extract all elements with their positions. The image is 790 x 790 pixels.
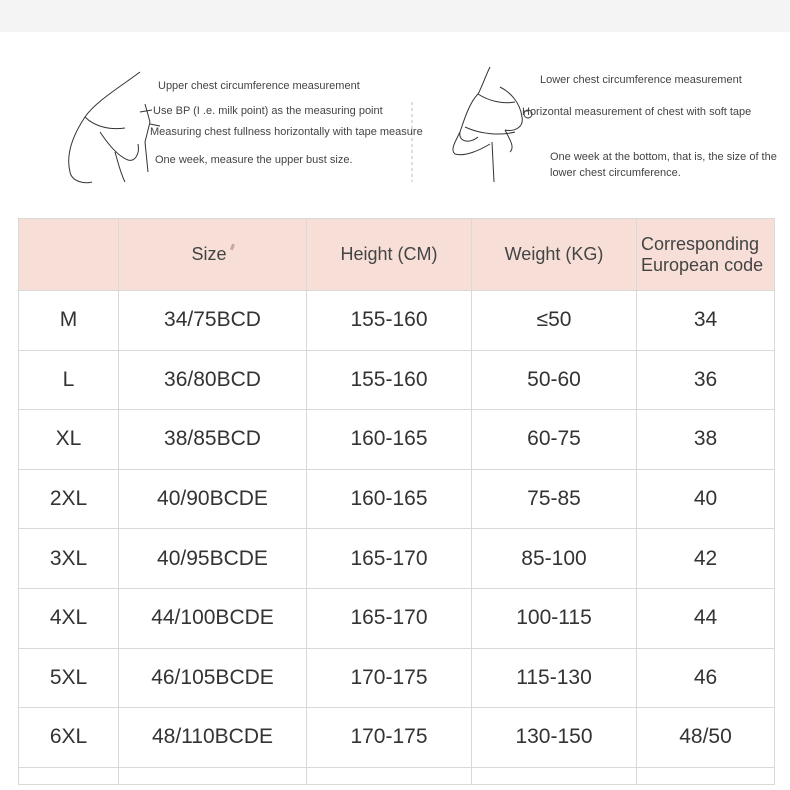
table-row [19, 410, 775, 470]
table-row [19, 648, 775, 708]
cell-size: 36/80BCD [119, 350, 307, 410]
cell-size: 46/105BCDE [119, 648, 307, 708]
cell-label: 6XL [19, 708, 119, 768]
header-size-label: Size [191, 244, 227, 264]
cell-height: 165-170 [307, 588, 472, 648]
header-code-line1: Corresponding [641, 233, 760, 254]
cell-size: 40/90BCDE [119, 469, 307, 529]
cell-code: 46 [637, 648, 775, 708]
cell-label: L [19, 350, 119, 410]
cell-weight: 130-150 [472, 708, 637, 768]
cell-empty [119, 767, 307, 784]
cell-code: 40 [637, 469, 775, 529]
cell-weight: 115-130 [472, 648, 637, 708]
cell-code: 36 [637, 350, 775, 410]
table-row [19, 291, 775, 351]
note-lower-chest: Lower chest circumference measurement [540, 74, 742, 86]
table-row [19, 588, 775, 648]
left-figure-sketch [69, 72, 160, 183]
cell-weight: 50-60 [472, 350, 637, 410]
table-row-blank [19, 767, 775, 784]
cell-size: 38/85BCD [119, 410, 307, 470]
cell-size: 34/75BCD [119, 291, 307, 351]
table-row [19, 469, 775, 529]
cell-code: 34 [637, 291, 775, 351]
cell-label: XL [19, 410, 119, 470]
cell-height: 170-175 [307, 708, 472, 768]
header-european-code [637, 219, 775, 291]
cell-height: 160-165 [307, 469, 472, 529]
header-size [119, 219, 307, 291]
cell-size: 48/110BCDE [119, 708, 307, 768]
cell-empty [472, 767, 637, 784]
cell-label: 5XL [19, 648, 119, 708]
measurement-illustration [0, 32, 790, 207]
note-measuring-fullness: Measuring chest fullness horizontally with tape measure [150, 126, 423, 138]
cell-height: 165-170 [307, 529, 472, 589]
note-use-bp: Use BP (I .e. milk point) as the measuring point [153, 105, 383, 117]
cell-weight: 60-75 [472, 410, 637, 470]
cell-code: 38 [637, 410, 775, 470]
cell-height: 155-160 [307, 291, 472, 351]
table-row [19, 350, 775, 410]
cell-height: 170-175 [307, 648, 472, 708]
decorative-tick-icon [230, 244, 235, 251]
cell-height: 160-165 [307, 410, 472, 470]
cell-code: 44 [637, 588, 775, 648]
note-upper-chest: Upper chest circumference measurement [158, 80, 360, 92]
right-figure-sketch [453, 67, 532, 182]
cell-label: 3XL [19, 529, 119, 589]
cell-label: 4XL [19, 588, 119, 648]
cell-weight: 85-100 [472, 529, 637, 589]
cell-size: 44/100BCDE [119, 588, 307, 648]
table-row [19, 708, 775, 768]
cell-height: 155-160 [307, 350, 472, 410]
note-one-week-upper: One week, measure the upper bust size. [155, 154, 353, 166]
header-blank [19, 219, 119, 291]
table-header-row [19, 219, 775, 291]
cell-empty [307, 767, 472, 784]
header-height: Height (CM) [307, 219, 472, 291]
table-row [19, 529, 775, 589]
header-code-line2: European code [641, 254, 764, 275]
note-one-week-lower: One week at the bottom, that is, the size of the lower chest circumference. [550, 151, 777, 179]
size-chart-table [18, 218, 775, 785]
cell-weight: 75-85 [472, 469, 637, 529]
note-horizontal-soft-tape: Horizontal measurement of chest with soft tape [522, 106, 752, 118]
top-band [0, 0, 790, 32]
cell-empty [19, 767, 119, 784]
header-weight: Weight (KG) [472, 219, 637, 291]
cell-weight: ≤50 [472, 291, 637, 351]
cell-empty [637, 767, 775, 784]
cell-size: 40/95BCDE [119, 529, 307, 589]
cell-label: M [19, 291, 119, 351]
cell-weight: 100-115 [472, 588, 637, 648]
cell-code: 42 [637, 529, 775, 589]
cell-code: 48/50 [637, 708, 775, 768]
cell-label: 2XL [19, 469, 119, 529]
